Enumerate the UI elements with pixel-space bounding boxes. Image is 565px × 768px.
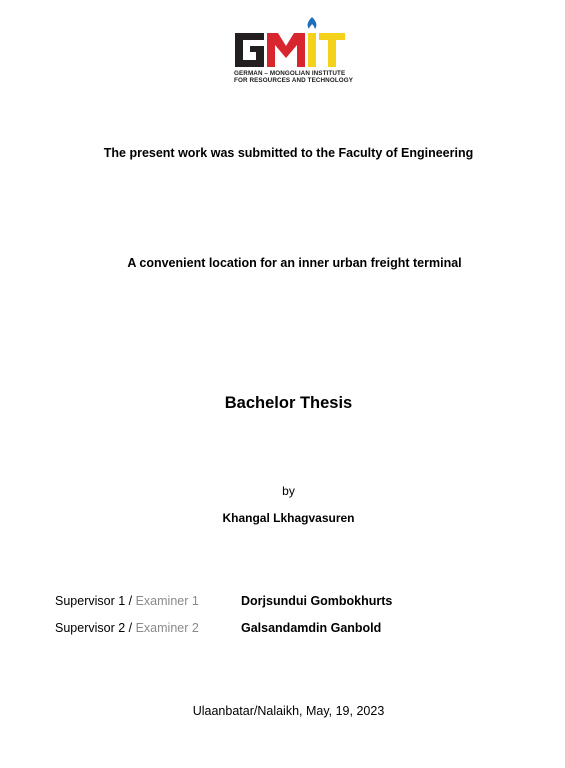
supervisor-2-name: Galsandamdin Ganbold [241, 621, 382, 635]
thesis-title: A convenient location for an inner urban freight terminal [127, 256, 462, 270]
supervisor-2-role-secondary: Examiner 2 [135, 621, 199, 635]
supervisor-2-role-primary: Supervisor 2 / [55, 621, 136, 635]
logo-tagline-2: FOR RESOURCES AND TECHNOLOGY [234, 77, 354, 84]
supervisor-2-role [55, 621, 199, 635]
submission-statement: The present work was submitted to the Faculty of Engineering [103, 146, 474, 160]
supervisor-1-role-primary: Supervisor 1 / [55, 594, 136, 608]
place-and-date: Ulaanbatar/Nalaikh, May, 19, 2023 [192, 704, 385, 718]
gmit-logo-icon [234, 16, 346, 68]
document-type: Bachelor Thesis [224, 394, 353, 412]
supervisor-1-role-secondary: Examiner 1 [135, 594, 199, 608]
gmit-logo [234, 16, 354, 88]
supervisor-1-name: Dorjsundui Gombokhurts [241, 594, 393, 608]
author-name: Khangal Lkhagvasuren [222, 511, 355, 525]
logo-tagline-1: GERMAN – MONGOLIAN INSTITUTE [234, 70, 346, 77]
supervisor-1-role [55, 594, 199, 608]
by-label: by [282, 484, 295, 498]
